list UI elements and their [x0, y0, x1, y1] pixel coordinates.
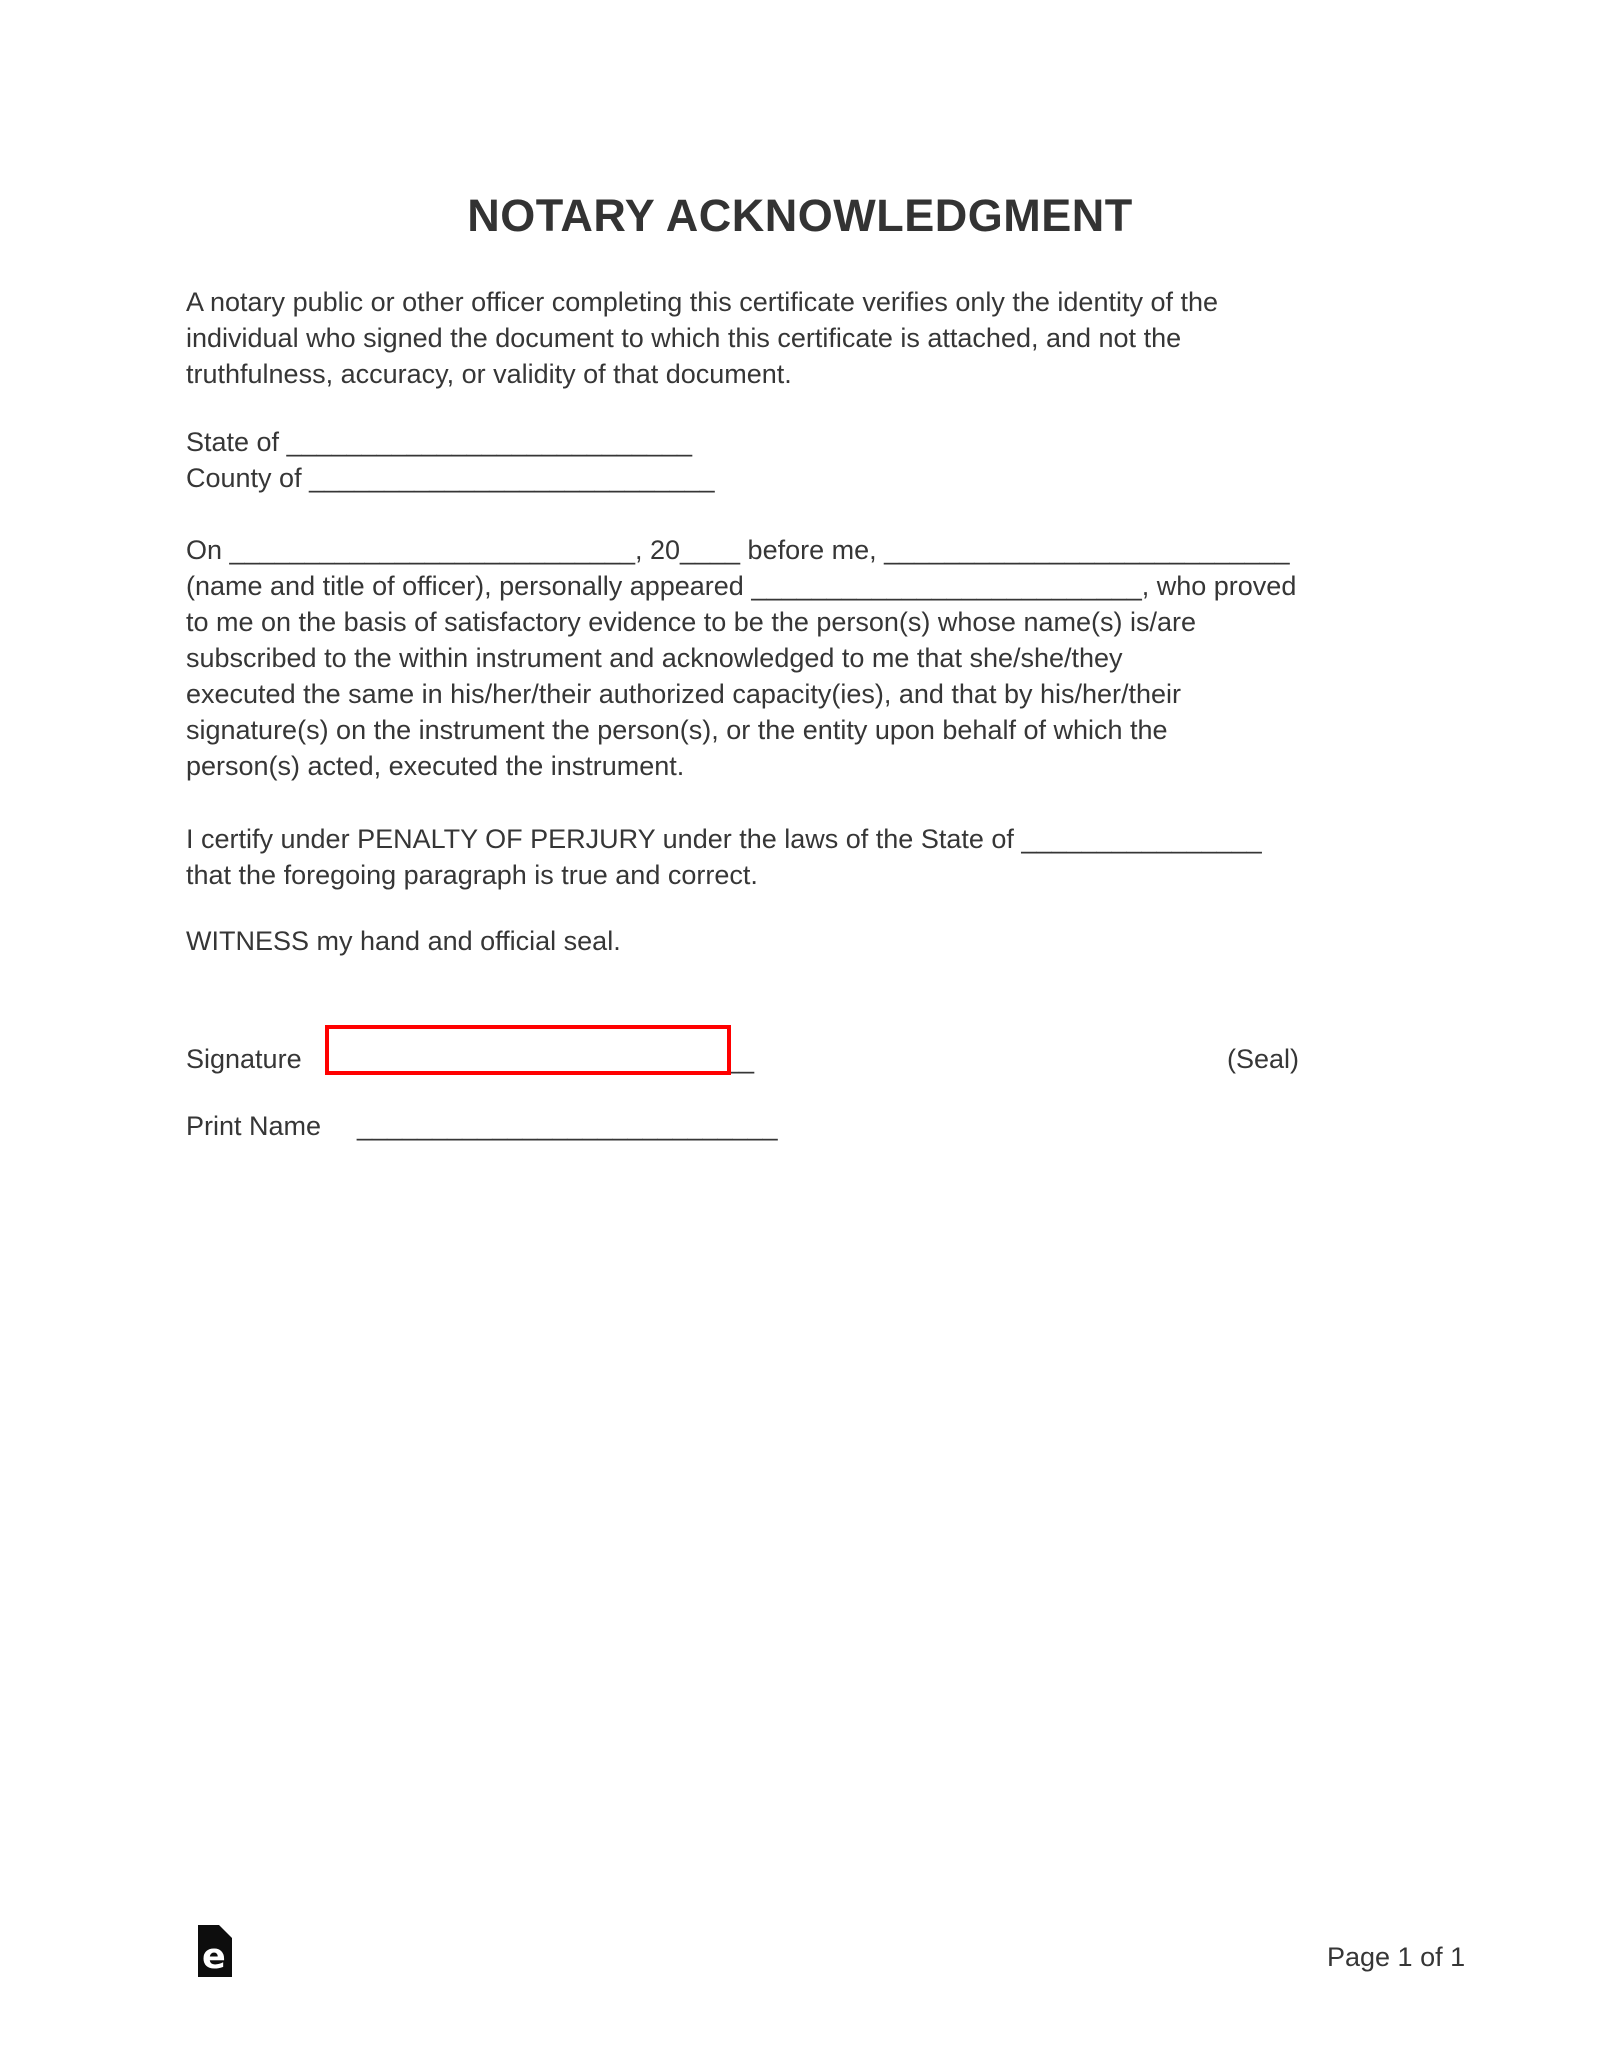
document-title: NOTARY ACKNOWLEDGMENT	[467, 190, 1133, 241]
signature-blank: ____________________________	[333, 1044, 755, 1074]
intro-paragraph	[186, 284, 1416, 392]
acknowledgment-line: to me on the basis of satisfactory evidence to be the person(s) whose name(s) is/are	[186, 607, 1196, 637]
acknowledgment-line: executed the same in his/her/their authorized capacity(ies), and that by his/her/their	[186, 679, 1182, 709]
acknowledgment-line: signature(s) on the instrument the person(s), or the entity upon behalf of which the	[186, 715, 1168, 745]
witness-statement	[186, 923, 1416, 959]
intro-line: A notary public or other officer completing this certificate verifies only the identity of the	[186, 287, 1219, 317]
acknowledgment-line: subscribed to the within instrument and acknowledged to me that she/she/they	[186, 643, 1123, 673]
print-name-row	[186, 1108, 1416, 1144]
print-name-blank: ____________________________	[357, 1111, 778, 1141]
perjury-line: I certify under PENALTY OF PERJURY under the laws of the State of ________________	[186, 824, 1262, 854]
eforms-document-logo-icon	[198, 1925, 232, 1977]
acknowledgment-line: person(s) acted, executed the instrument.	[186, 751, 685, 781]
state-of-line: State of ___________________________	[186, 427, 692, 457]
signature-label: Signature	[186, 1044, 302, 1074]
print-name-label: Print Name	[186, 1111, 322, 1141]
page-number: Page 1 of 1	[1327, 1942, 1466, 1972]
seal-label: (Seal)	[1227, 1044, 1300, 1074]
witness-line: WITNESS my hand and official seal.	[186, 926, 621, 956]
acknowledgment-line: On ___________________________, 20____ before me, ___________________________	[186, 535, 1290, 565]
acknowledgment-paragraph	[186, 532, 1416, 784]
county-of-line: County of ___________________________	[186, 463, 715, 493]
logo-letter: e	[202, 1937, 226, 1977]
perjury-line: that the foregoing paragraph is true and correct.	[186, 860, 758, 890]
acknowledgment-line: (name and title of officer), personally appeared __________________________, who proved	[186, 571, 1297, 601]
intro-line: individual who signed the document to which this certificate is attached, and not the	[186, 323, 1182, 353]
state-county-block	[186, 424, 1416, 496]
perjury-paragraph	[186, 821, 1416, 893]
signature-field-highlight-box[interactable]	[325, 1025, 731, 1075]
intro-line: truthfulness, accuracy, or validity of that document.	[186, 359, 792, 389]
